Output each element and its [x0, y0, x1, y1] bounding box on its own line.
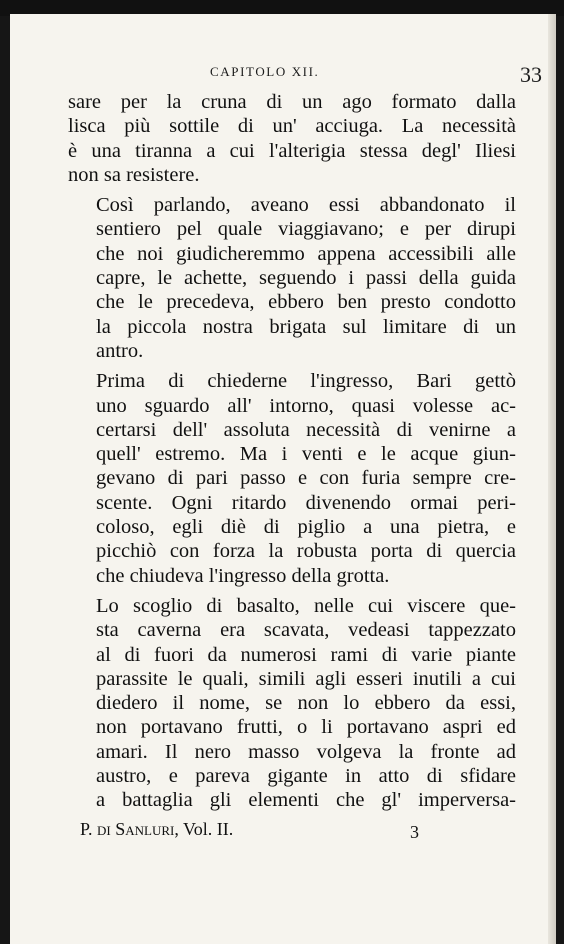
paragraph-line: uno sguardo all' intorno, quasi volesse ac- — [96, 394, 516, 417]
paragraph-line: amari. Il nero masso volgeva la fronte ad — [96, 740, 516, 763]
paragraph-line: scente. Ogni ritardo divenendo ormai peri- — [96, 491, 516, 514]
paragraph-line: diedero il nome, se non lo ebbero da essi, — [96, 692, 516, 715]
paragraph-line: quell' estremo. Ma i venti e le acque giun- — [96, 443, 516, 466]
paragraph-line: la piccola nostra brigata sul limitare di un — [96, 315, 516, 338]
page-edge-shadow — [548, 14, 556, 944]
paragraph-line: gevano di pari passo e con furia sempre cre- — [96, 467, 516, 490]
signature-volume: , Vol. II. — [174, 819, 234, 839]
paragraph-line: non sa resistere. — [68, 163, 200, 186]
paragraph-line: coloso, egli diè di piglio a una pietra, e — [96, 516, 516, 539]
paragraph-1 — [68, 90, 516, 187]
paragraph-line: Lo scoglio di basalto, nelle cui viscere que- — [96, 594, 516, 617]
paragraph-line: non portavano frutti, o li portavano aspri ed — [96, 716, 516, 739]
paragraph-line: sta caverna era scavata, vedeasi tappezzato — [96, 619, 516, 642]
paragraph-4 — [68, 594, 516, 813]
running-head: CAPITOLO XII. — [210, 64, 320, 79]
paragraph-line: austro, e pareva gigante in atto di sfidare — [96, 765, 516, 788]
paragraph-line: antro. — [96, 339, 144, 362]
body-text — [68, 90, 516, 813]
paragraph-line: a battaglia gli elementi che gl' imperversa- — [96, 789, 516, 812]
paragraph-line: Prima di chiederne l'ingresso, Bari gettò — [96, 370, 516, 393]
paragraph-3 — [68, 369, 516, 588]
paragraph-line: è una tiranna a cui l'alterigia stessa degl' Iliesi — [68, 139, 516, 162]
paragraph-2 — [68, 193, 516, 363]
paragraph-line: che le precedeva, ebbero ben presto condotto — [96, 291, 516, 314]
page-number: 33 — [520, 62, 542, 87]
signature-mark: 3 — [410, 822, 419, 842]
paragraph-line: certarsi dell' assoluta necessità di venirne a — [96, 418, 516, 441]
paragraph-line: che chiudeva l'ingresso della grotta. — [96, 564, 390, 587]
paragraph-line: sentiero pel quale viaggiavano; e per dirupi — [96, 218, 516, 241]
signature-prefix: P. — [80, 819, 93, 839]
paragraph-line: capre, le achette, seguendo i passi della guida — [96, 267, 516, 290]
paragraph-line: picchiò con forza la robusta porta di quercia — [96, 540, 516, 563]
paragraph-line: Così parlando, aveano essi abbandonato il — [96, 194, 516, 217]
page-footer — [10, 814, 556, 844]
paragraph-line: che noi giudicheremmo appena accessibili alle — [96, 242, 516, 265]
signature-author: di Sanluri — [97, 819, 175, 839]
paragraph-line: sare per la cruna di un ago formato dalla — [68, 91, 516, 113]
page-header — [10, 62, 556, 86]
paragraph-line: parassite le quali, simili agli esseri inutili a cui — [96, 667, 516, 690]
paragraph-line: lisca più sottile di un' acciuga. La necessità — [68, 115, 516, 138]
paragraph-line: al di fuori da numerosi rami di varie piante — [96, 643, 516, 666]
signature-line — [80, 819, 233, 840]
book-page — [10, 14, 556, 944]
